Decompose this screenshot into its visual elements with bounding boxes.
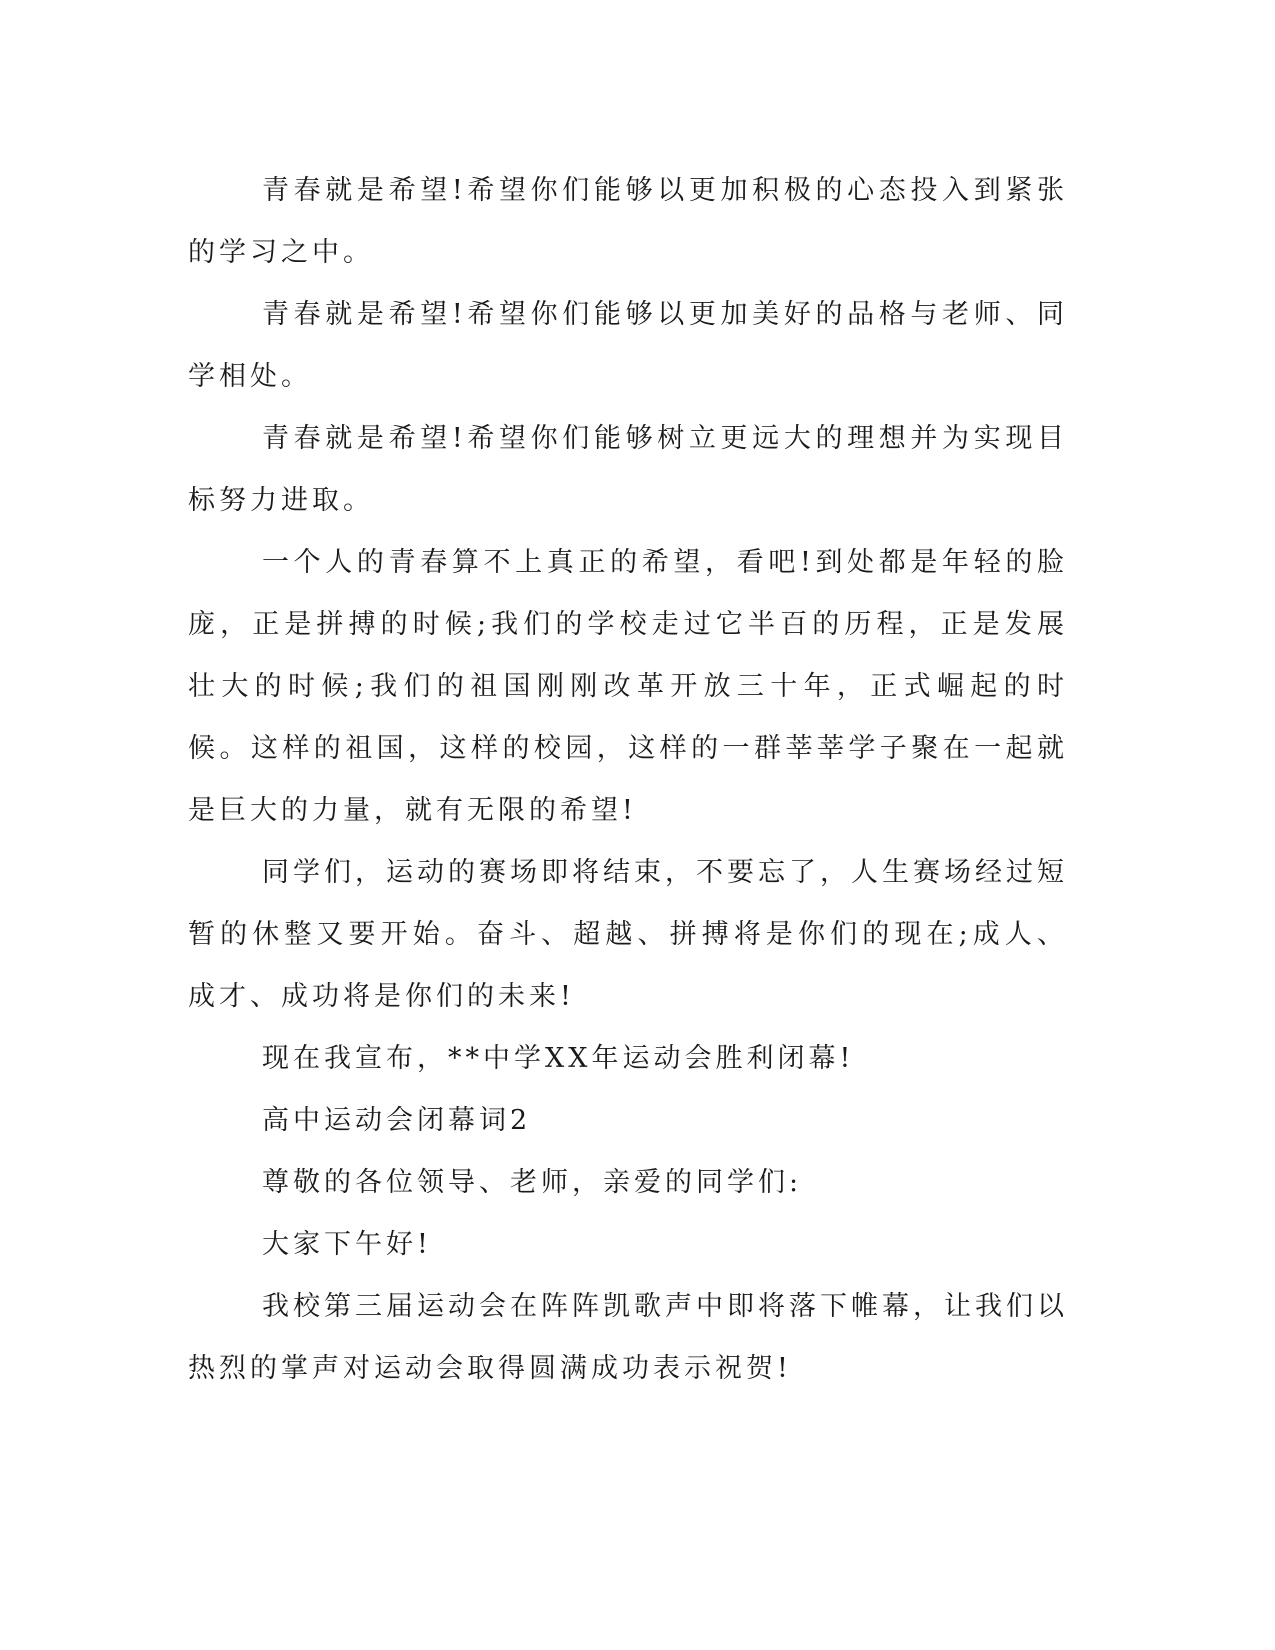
greeting: 大家下午好! <box>262 1229 432 1260</box>
paragraph: 青春就是希望!希望你们能够以更加美好的品格与老师、同学相处。 <box>188 299 1068 392</box>
paragraph: 同学们，运动的赛场即将结束，不要忘了，人生赛场经过短暂的休整又要开始。奋斗、超越、拼搏将是你们的现在;成人、成才、成功将是你们的未来! <box>188 857 1068 1012</box>
salutation: 尊敬的各位领导、老师，亲爱的同学们: <box>262 1167 803 1198</box>
paragraph: 我校第三届运动会在阵阵凯歌声中即将落下帷幕，让我们以热烈的掌声对运动会取得圆满成功表示祝贺! <box>188 1291 1068 1384</box>
paragraph: 现在我宣布，**中学XX年运动会胜利闭幕! <box>262 1043 855 1074</box>
section-heading: 高中运动会闭幕词2 <box>262 1105 532 1136</box>
paragraph: 青春就是希望!希望你们能够以更加积极的心态投入到紧张的学习之中。 <box>188 175 1068 268</box>
paragraph: 青春就是希望!希望你们能够树立更远大的理想并为实现目标努力进取。 <box>188 423 1068 516</box>
paragraph: 一个人的青春算不上真正的希望，看吧!到处都是年轻的脸庞，正是拼搏的时候;我们的学校走过它半百的历程，正是发展壮大的时候;我们的祖国刚刚改革开放三十年，正式崛起的时候。这样的祖国，这样的校园，这样的一群莘莘学子聚在一起就是巨大的力量，就有无限的希望! <box>188 547 1068 826</box>
document-body <box>188 160 1068 1400</box>
